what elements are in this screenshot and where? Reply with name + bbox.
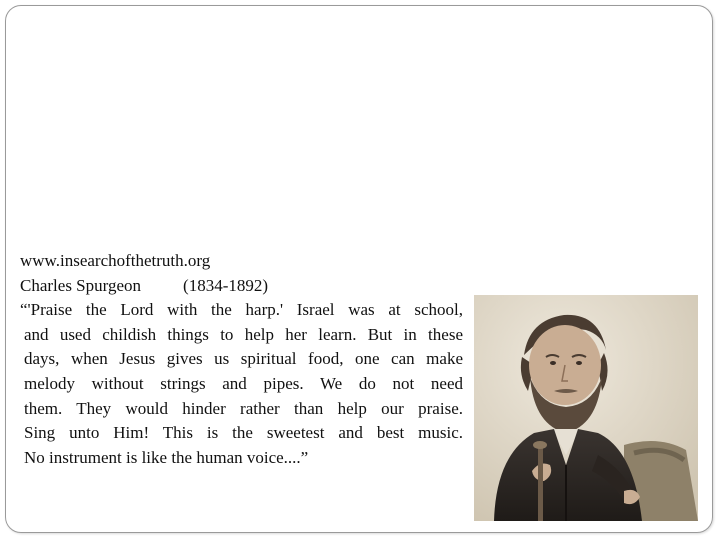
quote-line: and used childish things to help her learn. But in these [24,324,463,344]
website-url: www.insearchofthetruth.org [20,251,211,270]
quote-line: melody without strings and pipes. We do not need [24,373,463,393]
quote-line: days, when Jesus gives us spiritual food, one can make [24,349,463,369]
quote-line: them. They would hinder rather than help our praise. [24,398,463,418]
author-line [20,274,463,299]
author-dates: (1834-1892) [183,275,269,295]
quote-text-block [20,249,463,470]
author-name: Charles Spurgeon [20,275,142,295]
quote-line: No instrument is like the human voice....” [24,447,309,467]
quote-line: Sing unto Him! This is the sweetest and best music. [24,423,463,443]
quote-line: “'Praise the Lord with the harp.' Israel was at school, [20,300,463,320]
portrait-illustration [474,295,698,521]
portrait-photo [474,295,698,521]
